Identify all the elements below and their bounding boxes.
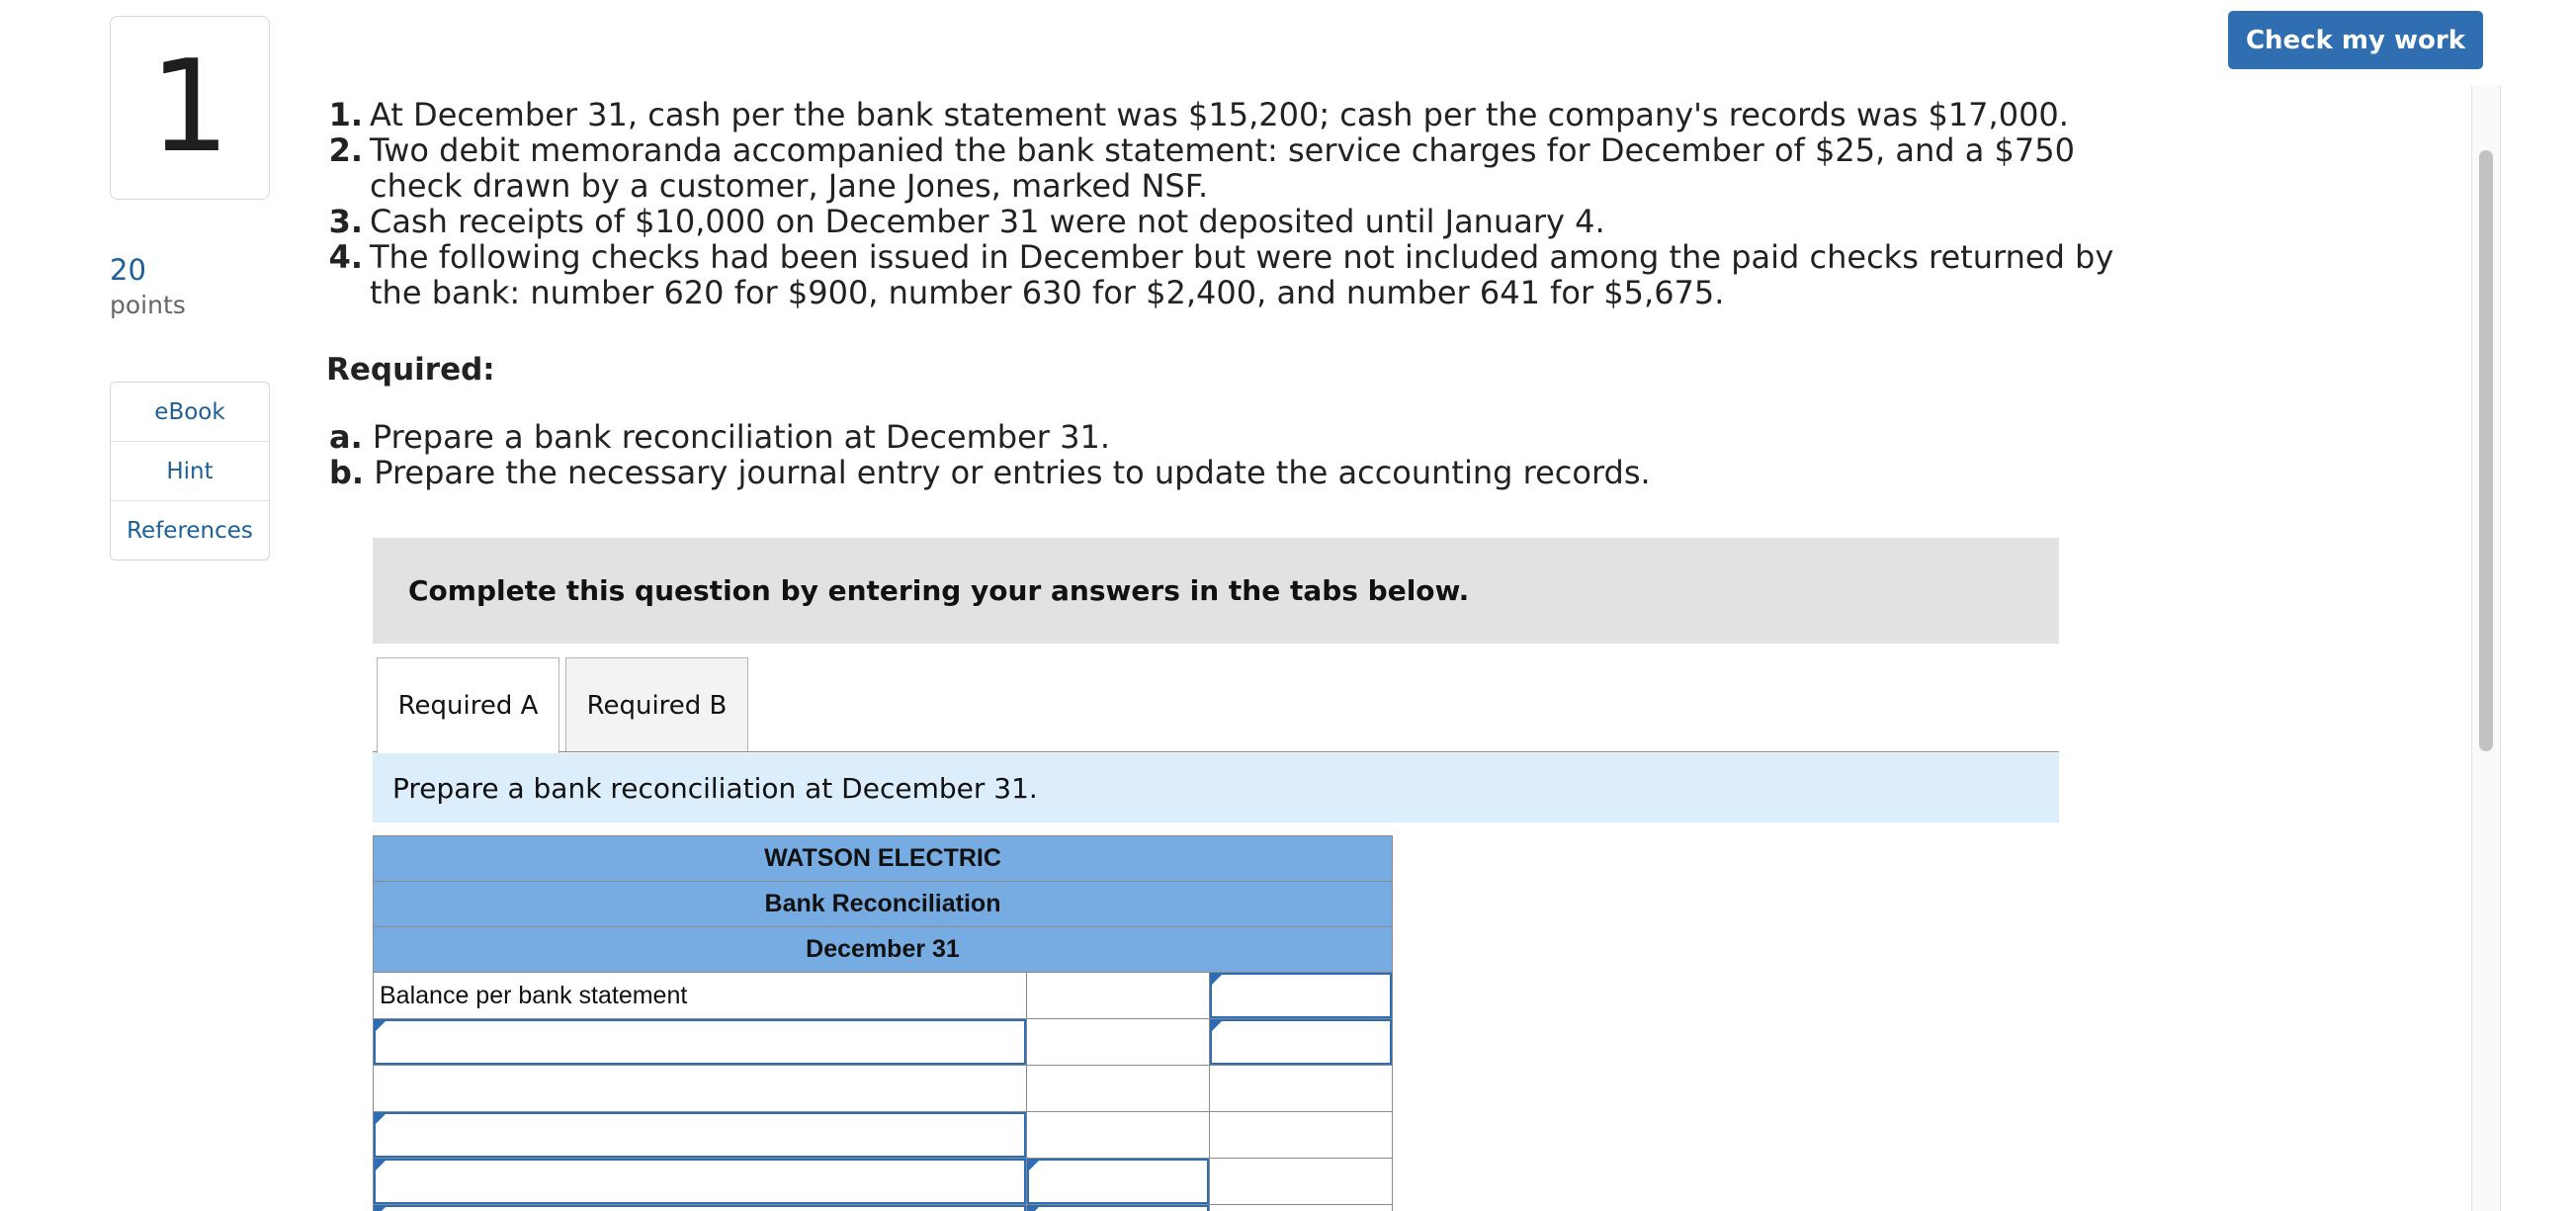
problem-item	[326, 132, 2165, 204]
ebook-link[interactable]: eBook	[111, 383, 269, 442]
amount-cell	[1027, 1066, 1210, 1112]
hint-link[interactable]: Hint	[111, 442, 269, 501]
static-cell	[374, 1066, 1026, 1111]
label-cell	[374, 1112, 1027, 1159]
problem-item-text: At December 31, cash per the bank statement was $15,200; cash per the company's records was $17,000.	[370, 96, 2069, 133]
total-cell	[1210, 1112, 1393, 1159]
table-row	[374, 1205, 1393, 1211]
table-row	[374, 1159, 1393, 1205]
worksheet-header-row	[374, 927, 1393, 973]
bank-reconciliation-worksheet	[373, 835, 1393, 1211]
problem-item-number: 3.	[328, 203, 363, 240]
problem-item	[326, 239, 2165, 310]
label-cell	[374, 1205, 1027, 1211]
instruction-banner: Complete this question by entering your answers in the tabs below.	[373, 538, 2059, 644]
problem-item-number: 2.	[328, 131, 363, 169]
static-cell	[1210, 1159, 1392, 1204]
total-cell	[1210, 1019, 1393, 1066]
static-cell	[1027, 1066, 1209, 1111]
scrollbar-thumb[interactable]	[2479, 150, 2493, 751]
label-dropdown[interactable]	[374, 1112, 1026, 1158]
static-cell	[1027, 1112, 1209, 1158]
table-row	[374, 1066, 1393, 1112]
static-cell	[1210, 1112, 1392, 1158]
table-row	[374, 1112, 1393, 1159]
total-cell	[1210, 1066, 1393, 1112]
required-item	[329, 419, 1651, 455]
problem-item	[326, 97, 2165, 132]
worksheet-date: December 31	[374, 927, 1393, 973]
references-link[interactable]: References	[127, 517, 253, 544]
label-dropdown[interactable]	[374, 1019, 1026, 1065]
problem-item-number: 1.	[328, 96, 363, 133]
points-value: 20	[110, 253, 146, 287]
worksheet-header-row	[374, 836, 1393, 882]
amount-cell	[1027, 973, 1210, 1019]
points-label: points	[110, 291, 186, 319]
total-input[interactable]	[1210, 1019, 1392, 1065]
resources-panel	[110, 382, 270, 561]
required-item-letter: b.	[329, 454, 365, 491]
static-cell	[1027, 973, 1209, 1018]
tabs-divider	[373, 751, 2059, 752]
amount-cell	[1027, 1205, 1210, 1211]
problem-item	[326, 204, 2165, 239]
table-row	[374, 1019, 1393, 1066]
tab-prompt: Prepare a bank reconciliation at December 31.	[373, 753, 2059, 822]
static-cell	[1027, 1019, 1209, 1065]
amount-cell	[1027, 1019, 1210, 1066]
total-input[interactable]	[1210, 973, 1392, 1018]
amount-cell	[1027, 1112, 1210, 1159]
balance-per-bank-label: Balance per bank statement	[374, 973, 1027, 1019]
label-dropdown[interactable]	[374, 1205, 1026, 1211]
worksheet-company: WATSON ELECTRIC	[374, 836, 1393, 882]
worksheet-header-row	[374, 882, 1393, 927]
required-item-letter: a.	[329, 418, 363, 456]
check-my-work-button[interactable]: Check my work	[2228, 11, 2483, 69]
answer-tabs	[377, 657, 748, 752]
worksheet-title: Bank Reconciliation	[374, 882, 1393, 927]
static-cell	[1210, 1205, 1392, 1211]
required-item-text: Prepare the necessary journal entry or entries to update the accounting records.	[374, 454, 1651, 491]
label-cell	[374, 1019, 1027, 1066]
required-item-text: Prepare a bank reconciliation at December 31.	[372, 418, 1110, 456]
problem-item-text: The following checks had been issued in December but were not included among the paid checks returned by the bank: number 620 for $900, number 630 for $2,400, and number 641 for $5,675.	[370, 238, 2114, 311]
static-cell	[1210, 1066, 1392, 1111]
label-dropdown[interactable]	[374, 1159, 1026, 1204]
amount-input[interactable]	[1027, 1205, 1209, 1211]
label-cell	[374, 1066, 1027, 1112]
amount-input[interactable]	[1027, 1159, 1209, 1204]
total-cell	[1210, 973, 1393, 1019]
table-row	[374, 973, 1393, 1019]
problem-item-text: Two debit memoranda accompanied the bank statement: service charges for December of $25, and a $750 check drawn by a customer, Jane Jones, marked NSF.	[370, 131, 2075, 205]
tab-required-a[interactable]: Required A	[377, 657, 559, 753]
label-cell	[374, 1159, 1027, 1205]
required-item	[329, 455, 1651, 490]
total-cell	[1210, 1205, 1393, 1211]
required-heading: Required:	[326, 352, 495, 388]
problem-item-number: 4.	[328, 238, 363, 276]
required-list	[329, 419, 1651, 490]
question-number: 1	[110, 16, 270, 200]
tab-required-b[interactable]: Required B	[565, 657, 748, 752]
total-cell	[1210, 1159, 1393, 1205]
amount-cell	[1027, 1159, 1210, 1205]
problem-list	[326, 97, 2165, 310]
problem-item-text: Cash receipts of $10,000 on December 31 were not deposited until January 4.	[370, 203, 1605, 240]
